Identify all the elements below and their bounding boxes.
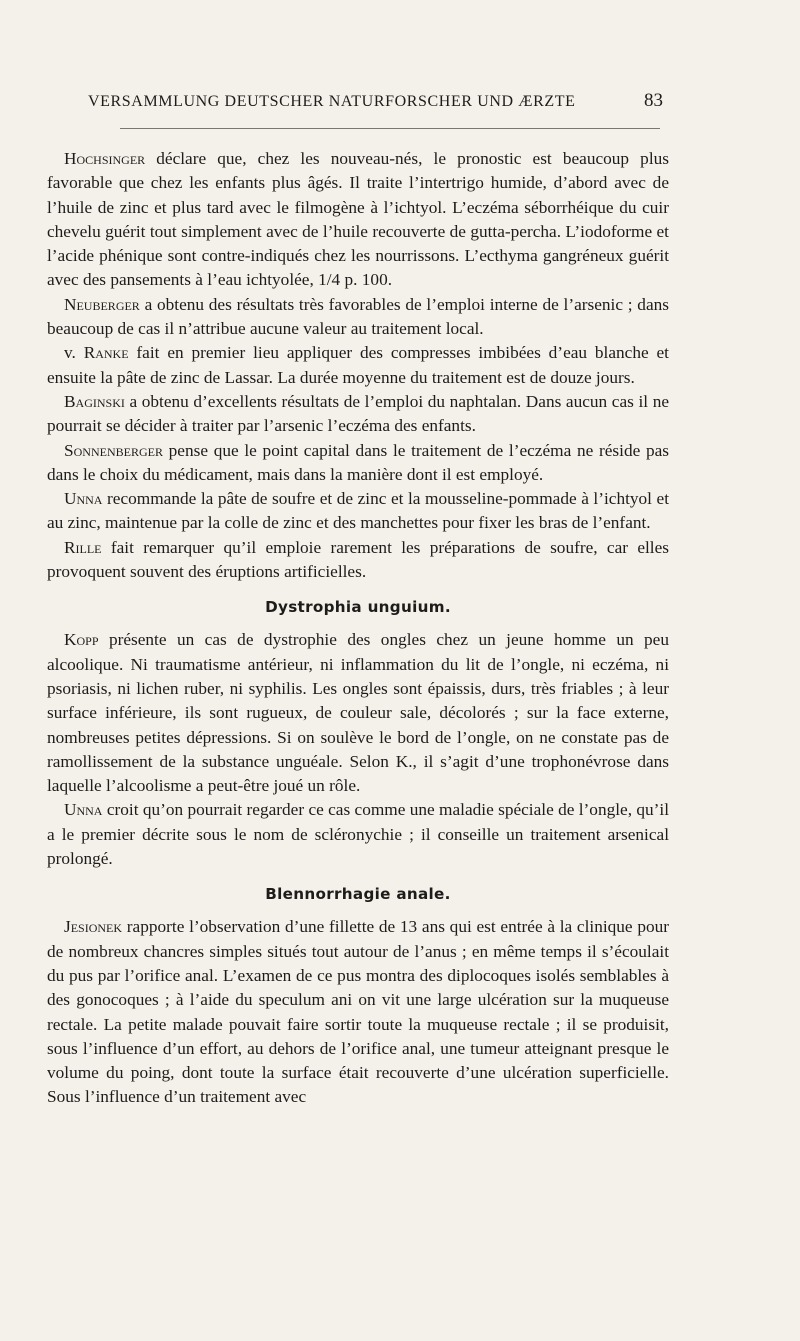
paragraph-text: croit qu’on pourrait regarder ce cas comme une maladie spéciale de l’ongle, qu’il a le premier décrite sous le nom de scléronychie ; il conseille un traitement arsenical prolongé. [47, 800, 669, 869]
paragraph [47, 487, 669, 536]
section-heading: Dystrophia unguium. [265, 598, 451, 617]
author-name: Hochsinger [64, 149, 146, 168]
section-heading: Blennorrhagie anale. [265, 885, 451, 904]
author-name: Ranke [83, 343, 129, 363]
author-name: Neuberger [64, 294, 140, 314]
paragraph [47, 439, 669, 488]
author-name: Baginski [64, 391, 125, 411]
paragraph [47, 293, 669, 342]
paragraph [47, 341, 669, 390]
author-name: Unna [64, 800, 103, 820]
paragraph [47, 915, 669, 1109]
paragraph-text: recommande la pâte de soufre et de zinc et la mousseline-pommade à l’ichtyol et au zinc, maintenue par la colle de zinc et des manchettes pour fixer les bras de l’enfant. [47, 489, 669, 533]
paragraph-text: a obtenu des résultats très favorables de l’emploi interne de l’arsenic ; dans beaucoup de cas il n’attribue aucune valeur au traitement local. [47, 294, 669, 339]
page-number: 83 [644, 90, 663, 111]
paragraph [47, 147, 669, 293]
paragraph-text: rapporte l’observation d’une fillette de 13 ans qui est entrée à la clinique pour de nombreux chancres simples situés tout autour de l’anus ; en même temps il s’écoulait du pus par l’orifice anal. L’examen de ce pus montra des diplocoques isolés semblables à des gonocoques ; à l’aide du speculum ani on vit une large ulcération sur la muqueuse rectale. La petite malade pouvait faire sortir toute la muqueuse rectale ; il se produisit, sous l’influence d’un effort, au dehors de l’orifice anal, une tumeur atteignant presque le volume du poing, dont toute la surface était recouverte d’une ulcération superficielle. Sous l’influence d’un traitement avec [47, 917, 669, 1107]
paragraph-text: fait remarquer qu’il emploie rarement les préparations de soufre, car elles provoquent souvent des éruptions artificielles. [47, 537, 669, 582]
paragraph-text: déclare que, chez les nouveau-nés, le pronostic est beaucoup plus favorable que chez les enfants plus âgés. Il traite l’intertrigo humide, d’abord avec de l’huile de zinc et plus tard avec le filmogène à l’ichtyol. L’eczéma séborrhéique du cuir chevelu guérit tout simplement avec de l’huile recouverte de gutta-percha. L’iodoforme et l’acide phénique sont contre-indiqués chez les nourrissons. L’ecthyma gangréneux guérit avec des pansements à l’eau ichtyolée, 1/4 p. 100. [47, 149, 669, 290]
paragraph [47, 798, 669, 871]
running-title: VERSAMMLUNG DEUTSCHER NATURFORSCHER UND ÆRZTE [88, 93, 576, 110]
paragraph [47, 536, 669, 585]
author-name: Sonnenberger [64, 440, 163, 460]
body-text [47, 147, 669, 1110]
paragraph-text: pense que le point capital dans le traitement de l’eczéma ne réside pas dans le choix du médicament, mais dans la manière dont il est employé. [47, 440, 669, 484]
author-name: Kopp [64, 630, 99, 650]
author-name: Unna [64, 489, 103, 509]
paragraph [47, 628, 669, 798]
author-prefix: v. [64, 343, 84, 363]
author-name: Rille [64, 537, 102, 557]
paragraph [47, 390, 669, 439]
paragraph-text: présente un cas de dystrophie des ongles chez un jeune homme un peu alcoolique. Ni traumatisme antérieur, ni inflammation du lit de l’ongle, ni eczéma, ni psoriasis, ni lichen ruber, ni syphilis. Les ongles sont épaissis, durs, très friables ; à leur surface inférieure, ils sont rugueux, de couleur sale, décolorés ; sur la face externe, nombreuses petites dépressions. Si on soulève le bord de l’ongle, on ne constate pas de ramollissement de la substance unguéale. Selon K., il s’agit d’une trophonévrose dans laquelle l’alcoolisme a peut-être joué un rôle. [47, 630, 669, 796]
author-name: Jesionek [64, 917, 123, 937]
header-rule [120, 128, 660, 129]
paragraph-text: a obtenu d’excellents résultats de l’emploi du naphtalan. Dans aucun cas il ne pourrait se décider à traiter par l’arsenic l’eczéma des enfants. [47, 391, 669, 436]
running-header [88, 90, 663, 112]
paragraph-text: fait en premier lieu appliquer des compresses imbibées d’eau blanche et ensuite la pâte de zinc de Lassar. La durée moyenne du traitement est de douze jours. [47, 343, 669, 387]
